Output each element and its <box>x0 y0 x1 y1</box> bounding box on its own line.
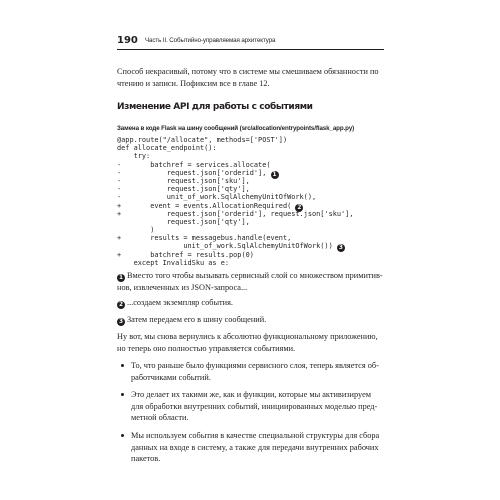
summary-line: Ну вот, мы снова вернулись к абсолютно функциональному приложению, <box>117 332 378 341</box>
code-line: try: <box>117 152 151 161</box>
code-line: @app.route("/allocate", methods=['POST']) <box>117 136 288 144</box>
summary-line: но теперь оно полностью управляется событиями. <box>117 343 296 353</box>
bullet-dot-icon <box>121 364 124 367</box>
code-line: - unit_of_work.SqlAlchemyUnitOfWork(), <box>117 193 317 202</box>
callout-marker: 1 <box>272 171 277 178</box>
callout-marker: 3 <box>118 319 124 325</box>
bullet-item: Мы используем события в качестве специальной структуры для сбора данных на входе в систему, а также для передачи внутренних рабочих пакетов. <box>117 430 385 465</box>
callout-note: 2 ...создаем экземпляр события. <box>118 298 233 308</box>
bullet-dot-icon <box>121 434 124 437</box>
header-rule <box>117 49 384 50</box>
bullet-dot-icon <box>121 393 124 396</box>
running-header <box>117 35 384 50</box>
code-line: - batchref = services.allocate( <box>117 160 271 169</box>
code-line: + request.json['orderid'], request.json['sku'], <box>117 209 354 218</box>
callout-marker: 1 <box>118 275 124 281</box>
bullet-item: То, что раньше было функциями сервисного слоя, теперь является об- работчиками событий. <box>117 360 385 383</box>
intro-line: Способ некрасивый, потому что в системе мы смешиваем обязанности по <box>117 67 379 76</box>
code-line: + batchref = results.pop(0) <box>117 250 254 259</box>
code-line: - request.json['sku'], <box>117 176 250 185</box>
code-line: - request.json['orderid'], 1 <box>117 168 277 178</box>
code-line: + results = messagebus.handle(event, <box>117 234 292 243</box>
code-line: unit_of_work.SqlAlchemyUnitOfWork()) 3 <box>117 242 343 252</box>
intro-paragraph <box>117 66 385 90</box>
callout-marker: 2 <box>297 204 302 211</box>
code-line: ) <box>117 226 155 235</box>
intro-line: чтению и записи. Пофиксим все в главе 12. <box>117 79 270 88</box>
code-line: - request.json['qty'], <box>117 185 250 194</box>
callout-note: 3 Затем передаем его в шину сообщений. <box>118 315 267 325</box>
callout-marker: 3 <box>338 245 343 252</box>
summary-paragraph <box>117 331 385 354</box>
bullet-item: Это делает их такими же, как и функции, которые мы активизируем для обработки внутренних событий, инициированных моделью пред- метной области. <box>117 389 385 424</box>
code-line: def allocate_endpoint(): <box>117 144 217 153</box>
code-line: request.json['qty'], <box>117 217 250 226</box>
part-title: Часть II. Событийно-управляемая архитектура <box>145 37 276 44</box>
code-line: except InvalidSku as e: <box>117 258 230 267</box>
page-number: 190 <box>117 35 138 46</box>
code-line: + event = events.AllocationRequired( 2 <box>117 201 302 211</box>
section-heading: Изменение API для работы с событиями <box>117 102 313 112</box>
callout-note: 1 Вместо того чтобы вызывать сервисный слой со множеством примитив- нов, извлеченных из JSON-запроса... <box>117 271 383 292</box>
code-listing <box>117 136 385 267</box>
listing-caption: Замена в коде Flask на шину сообщений (src/allocation/entrypoints/flask_app.py) <box>117 125 355 132</box>
callout-marker: 2 <box>118 302 124 308</box>
